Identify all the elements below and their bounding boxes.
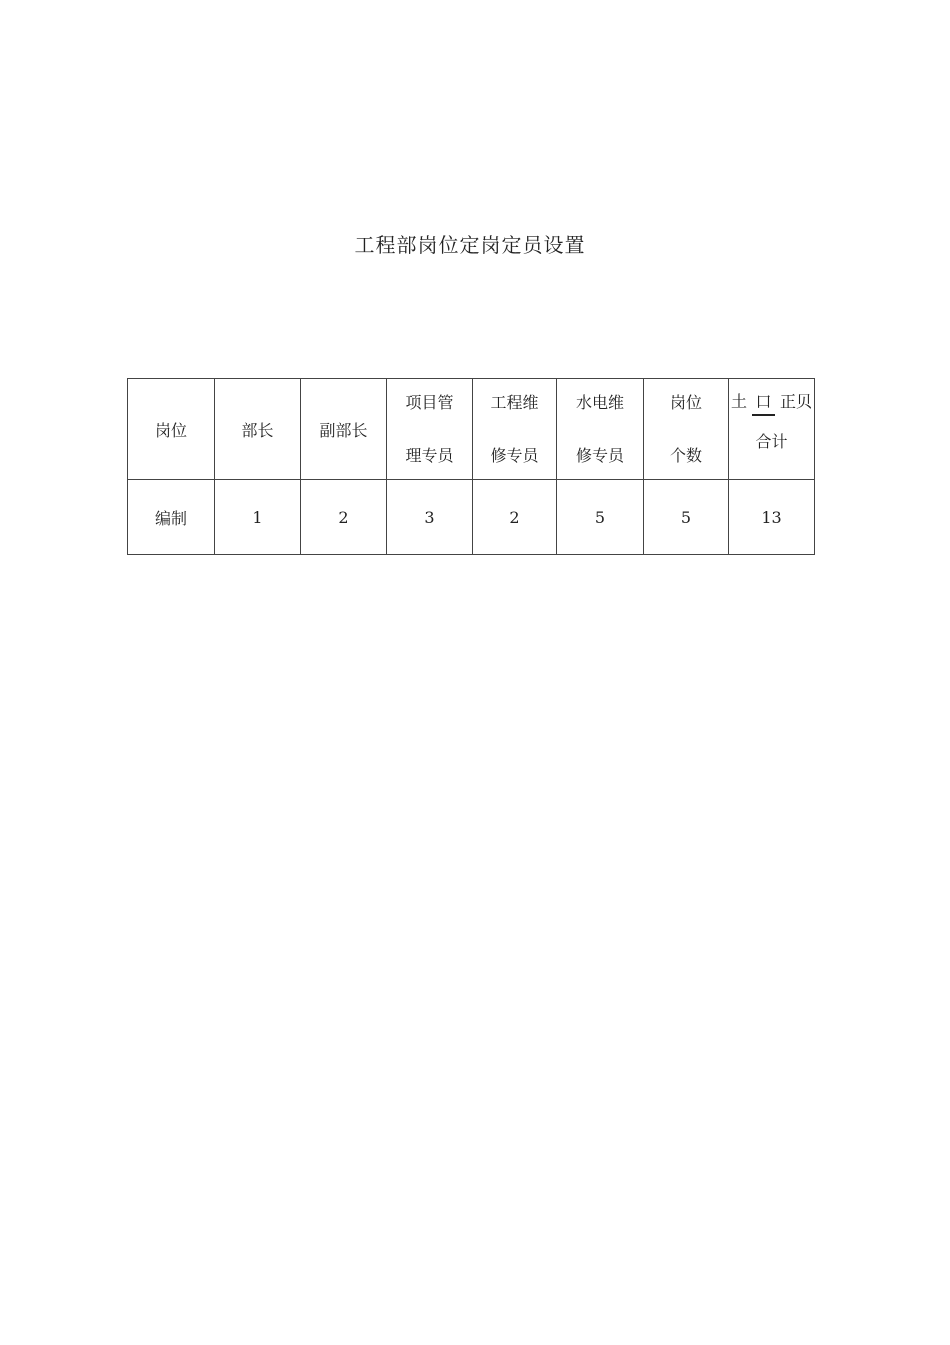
header-cell-position: 岗位 [128,379,215,480]
staffing-table [127,378,815,555]
total-header-glyph: 口 [755,392,772,411]
header-text-line: 岗位 [669,392,702,412]
header-text-line: 工程维 [490,392,539,412]
header-text-line: 理专员 [405,445,454,465]
value-cell-project-manager: 3 [387,480,473,555]
value-cell-water-electric-maintenance: 5 [557,480,644,555]
header-text-line: 个数 [669,445,702,465]
header-text-line: 修专员 [575,445,624,465]
total-header-glyph: 正贝 [779,392,812,411]
table-header-row [128,379,815,480]
page-title: 工程部岗位定岗定员设置 [354,233,586,257]
value-cell-total: 13 [729,480,815,555]
header-cell-engineering-maintenance [473,379,557,480]
value-cell-position-count: 5 [644,480,729,555]
total-header-glyph: 土 [731,392,748,411]
header-cell-minister: 部长 [215,379,301,480]
value-cell-deputy-minister: 2 [301,480,387,555]
total-header-label: 合计 [755,432,788,451]
value-cell-engineering-maintenance: 2 [473,480,557,555]
total-header-top [729,392,814,412]
header-text-line: 水电维 [575,392,624,412]
header-cell-deputy-minister: 副部长 [301,379,387,480]
header-cell-total [729,379,815,480]
header-text-line: 修专员 [490,445,539,465]
header-cell-project-manager [387,379,473,480]
header-cell-water-electric-maintenance [557,379,644,480]
row-label-cell: 编制 [128,480,215,555]
header-text-line: 项目管 [405,392,454,412]
value-cell-minister: 1 [215,480,301,555]
table-row [128,480,815,555]
header-cell-position-count [644,379,729,480]
